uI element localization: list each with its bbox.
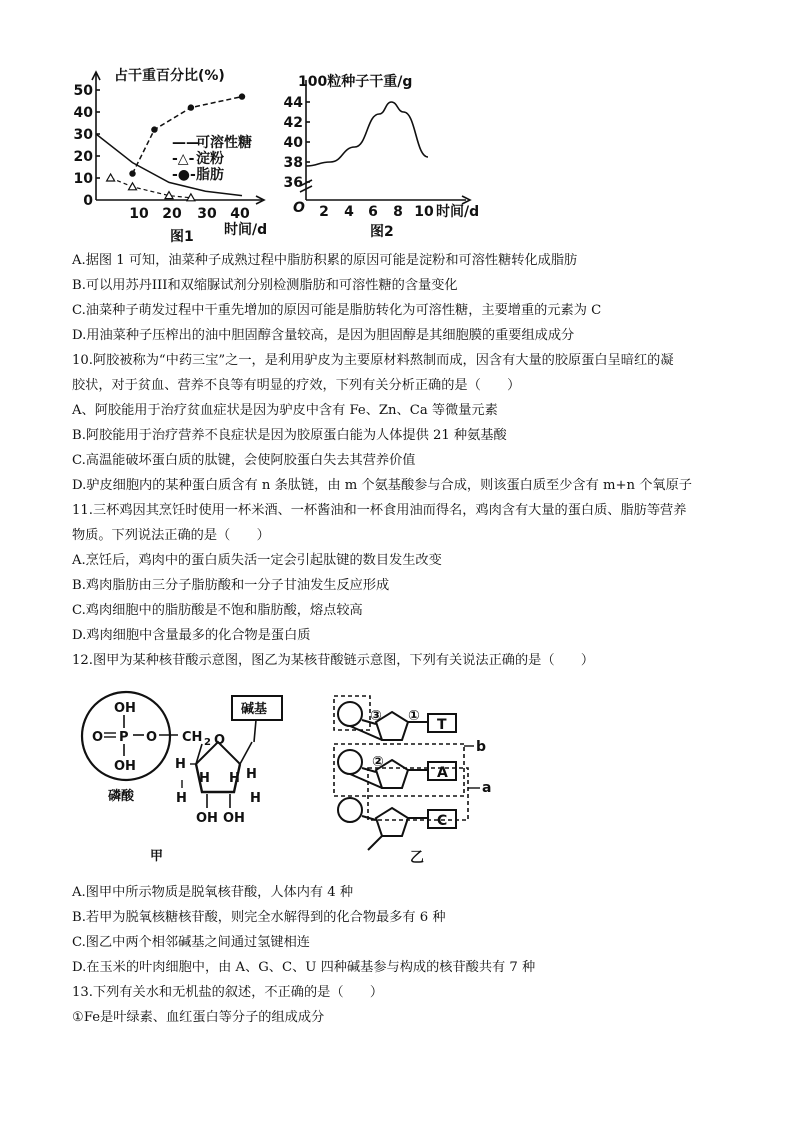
label-3: ③ <box>370 708 382 724</box>
ch2-subscript: 2 <box>204 737 211 748</box>
fig2-ytick: 36 <box>283 175 303 191</box>
seed-weight-line <box>306 102 428 166</box>
q11-stem-line2: 物质。下列说法正确的是（ ） <box>72 528 270 543</box>
box-a-label: a <box>482 780 492 796</box>
fat-point <box>151 126 157 132</box>
q11-option-b: B.鸡肉脂肪由三分子脂肪酸和一分子甘油发生反应形成 <box>72 578 390 593</box>
figure-1-chart <box>73 62 276 248</box>
fig2-ytick: 42 <box>283 115 303 131</box>
c3-oh: OH <box>196 811 218 826</box>
fig2-xtick: 10 <box>414 204 434 220</box>
fig2-ylabel: 100粒种子干重/g <box>298 74 413 90</box>
fig1-ytick: 50 <box>73 83 93 99</box>
fig2-xtick: 4 <box>344 204 354 220</box>
dashed-box-a <box>368 768 468 820</box>
fat-point <box>129 170 135 176</box>
q11-option-d: D.鸡肉细胞中含量最多的化合物是蛋白质 <box>72 628 311 643</box>
fig1-xtick: 10 <box>129 206 149 222</box>
q11-option-c: C.鸡肉细胞中的脂肪酸是不饱和脂肪酸，熔点较高 <box>72 603 363 618</box>
c4-h: H <box>175 757 186 772</box>
c1-h-lower: H <box>250 791 261 806</box>
fig1-xtick: 20 <box>162 206 182 222</box>
fig1-ylabel: 占干重百分比(%) <box>114 68 225 84</box>
legend-label-fat: 脂肪 <box>196 167 224 183</box>
legend-marker-fat: -●- <box>172 167 196 183</box>
base-t: T <box>437 717 447 733</box>
phosphate-oh-bottom: OH <box>114 759 136 774</box>
fig1-xtick: 30 <box>197 206 217 222</box>
phosphate-o-double: O <box>92 730 104 745</box>
fig1-ytick: 30 <box>73 127 93 143</box>
q12-option-b: B.若甲为脱氧核糖核苷酸，则完全水解得到的化合物最多有 6 种 <box>72 910 446 925</box>
fig1-ytick: 40 <box>73 105 93 121</box>
fat-point <box>239 93 245 99</box>
fig1-ytick: 20 <box>73 149 93 165</box>
figure-yi-chain <box>330 688 500 866</box>
sugar-3 <box>376 808 408 836</box>
phosphate-p: P <box>119 730 129 745</box>
fig2-xlabel: 时间/d <box>436 204 480 220</box>
phosphate-label: 磷酸 <box>108 789 135 804</box>
q13-stem: 13.下列有关水和无机盐的叙述，不正确的是（ ） <box>72 985 384 1000</box>
phosphate-3 <box>338 798 362 822</box>
jia-caption: 甲 <box>150 849 164 864</box>
fig2-xtick: 8 <box>393 204 403 220</box>
legend-label-sugar: 可溶性糖 <box>196 135 252 151</box>
q11-stem-line1: 11.三杯鸡因其烹饪时使用一杯米酒、一杯酱油和一杯食用油而得名，鸡肉含有大量的蛋白质、脂肪等营养 <box>72 503 687 518</box>
starch-point <box>129 183 137 190</box>
fig2-xtick: 6 <box>368 204 378 220</box>
starch-point <box>107 174 115 181</box>
fig2-ytick: 44 <box>283 95 303 111</box>
q10-stem-line1: 10.阿胶被称为“中药三宝”之一，是利用驴皮为主要原材料熬制而成，因含有大量的胶原蛋白呈暗红的凝 <box>72 353 674 368</box>
yi-caption: 乙 <box>410 850 424 866</box>
label-1: ① <box>408 708 420 724</box>
figure-2-chart <box>283 66 496 242</box>
base-a: A <box>437 765 448 781</box>
q9-option-a: A.据图 1 可知，油菜种子成熟过程中脂肪积累的原因可能是淀粉和可溶性糖转化成脂肪 <box>72 253 578 268</box>
q12-option-a: A.图甲中所示物质是脱氧核苷酸，人体内有 4 种 <box>72 885 354 900</box>
fig1-ytick: 0 <box>83 193 93 209</box>
fig2-ytick: 38 <box>283 155 303 171</box>
q9-option-c: C.油菜种子萌发过程中干重先增加的原因可能是脂肪转化为可溶性糖，主要增重的元素为 C <box>72 303 602 318</box>
fig1-ytick: 10 <box>73 171 93 187</box>
label-2: ② <box>372 754 384 770</box>
legend-marker-sugar: —— <box>172 135 200 151</box>
c4-h-lower: H <box>176 791 187 806</box>
ring-oxygen: O <box>214 733 226 748</box>
legend-marker-starch: -△- <box>172 151 195 167</box>
c1-h: H <box>246 767 257 782</box>
legend-label-starch: 淀粉 <box>196 151 224 167</box>
fig2-xtick: 2 <box>319 204 329 220</box>
phosphate-o-bridge: O <box>146 730 158 745</box>
figure-jia-nucleotide <box>78 684 298 868</box>
ch2-group: CH <box>182 730 203 745</box>
q10-option-b: B.阿胶能用于治疗营养不良症状是因为胶原蛋白能为人体提供 21 种氨基酸 <box>72 428 507 443</box>
fig2-ytick: 40 <box>283 135 303 151</box>
q9-option-d: D.用油菜种子压榨出的油中胆固醇含量较高，是因为胆固醇是其细胞膜的重要组成成分 <box>72 328 575 343</box>
q9-option-b: B.可以用苏丹III和双缩脲试剂分别检测脂肪和可溶性糖的含量变化 <box>72 278 458 293</box>
q10-option-d: D.驴皮细胞内的某种蛋白质含有 n 条肽链，由 m 个氨基酸参与合成，则该蛋白质至少含有 m+n 个氧原子 <box>72 478 692 493</box>
phosphate-1 <box>338 702 362 726</box>
fig2-caption: 图2 <box>370 224 394 240</box>
q11-option-a: A.烹饪后，鸡肉中的蛋白质失活一定会引起肽键的数目发生改变 <box>72 553 442 568</box>
base-c: C <box>437 813 448 829</box>
q10-stem-line2: 胶状，对于贫血、营养不良等有明显的疗效，下列有关分析正确的是（ ） <box>72 378 521 393</box>
q12-option-c: C.图乙中两个相邻碱基之间通过氢键相连 <box>72 935 310 950</box>
c3-h: H <box>199 771 210 786</box>
q12-option-d: D.在玉米的叶肉细胞中，由 A、G、C、U 四种碱基参与构成的核苷酸共有 7 种 <box>72 960 536 975</box>
phosphate-2 <box>338 750 362 774</box>
fig1-xlabel: 时间/d <box>224 222 268 238</box>
fig1-caption: 图1 <box>170 229 194 245</box>
box-b-label: b <box>476 739 487 755</box>
q10-option-c: C.高温能破坏蛋白质的肽键，会使阿胶蛋白失去其营养价值 <box>72 453 416 468</box>
q12-stem: 12.图甲为某种核苷酸示意图，图乙为某核苷酸链示意图，下列有关说法正确的是（ ） <box>72 653 595 668</box>
c2-h: H <box>229 771 240 786</box>
q13-item-1: ①Fe是叶绿素、血红蛋白等分子的组成成分 <box>72 1010 325 1025</box>
phosphate-oh-top: OH <box>114 701 136 716</box>
c2-oh: OH <box>223 811 245 826</box>
fig2-origin: O <box>293 200 305 216</box>
q10-option-a: A、阿胶能用于治疗贫血症状是因为驴皮中含有 Fe、Zn、Ca 等微量元素 <box>72 403 498 418</box>
fat-point <box>188 104 194 110</box>
fig1-xtick: 40 <box>230 206 250 222</box>
base-label: 碱基 <box>241 702 268 717</box>
